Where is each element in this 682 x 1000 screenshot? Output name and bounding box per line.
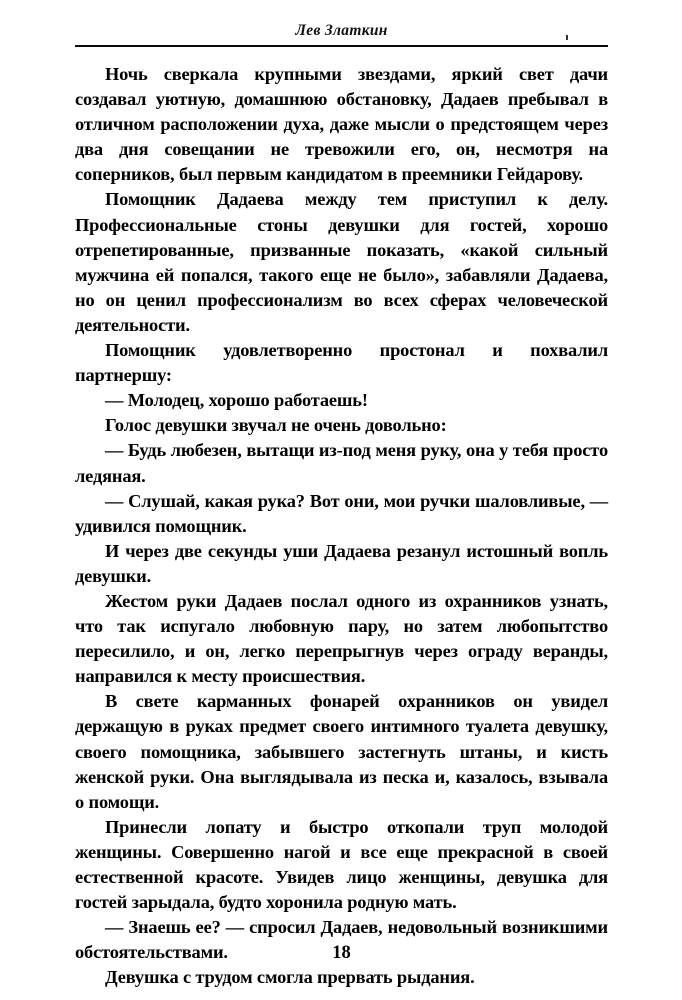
body-paragraph: Помощник удовлетворенно простонал и похвалил партнершу: [75,340,608,386]
body-paragraph: Жестом руки Дадаев послал одного из охранников узнать, что так испугало любовную пару, но затем любопытство пересилило, и он, легко перепрыгнув через ограду веранды, направился к месту происшествия. [75,590,608,687]
body-paragraph: И через две секунды уши Дадаева резанул истошный вопль девушки. [75,540,608,586]
header-rule [75,45,608,47]
page-number: 18 [332,943,351,963]
running-head-author: Лев Златкин [295,22,388,39]
body-paragraph: Принесли лопату и быстро откопали труп молодой женщины. Совершенно нагой и все еще прекрасной в своей естественной красоте. Увидев лицо женщины, девушка для гостей зарыдала, будто хоронила родную мать. [75,816,608,913]
body-paragraph: — Молодец, хорошо работаешь! [105,390,368,411]
body-paragraph: Ночь сверкала крупными звездами, яркий свет дачи создавал уютную, домашнюю обстановку, Дадаев пребывал в отличном расположении духа, даже мысли о предстоящем через два дня совещании не тревожили его, он, несмотря на соперников, был первым кандидатом в преемники Гейдарову. [75,64,608,185]
body-paragraph: — Знаешь ее? — спросил Дадаев, недовольный возникшими обстоятельствами. [75,917,608,963]
body-text-block [75,62,608,990]
print-speck-mark [566,35,568,40]
body-paragraph: — Будь любезен, вытащи из-под меня руку, она у тебя просто ледяная. [75,440,608,486]
body-paragraph: Помощник Дадаева между тем приступил к делу. Профессиональные стоны девушки для гостей, хорошо отрепетированные, призванные показать, «какой сильный мужчина ей попался, такого еще не было», забавляли Дадаева, но он ценил профессионализм во всех сферах человеческой деятельности. [75,189,608,335]
body-paragraph: — Слушай, какая рука? Вот они, мои ручки шаловливые, — удивился помощник. [75,490,608,536]
body-paragraph: Голос девушки звучал не очень довольно: [105,415,447,436]
folio [75,944,608,963]
body-paragraph: В свете карманных фонарей охранников он увидел держащую в руках предмет своего интимного туалета девушку, своего помощника, забывшего застегнуть штаны, и кисть женской руки. Она выглядывала из песка и, казалось, взывала о помощи. [75,691,608,812]
running-head [75,22,608,40]
body-paragraph: Девушка с трудом смогла прервать рыдания. [105,967,475,988]
